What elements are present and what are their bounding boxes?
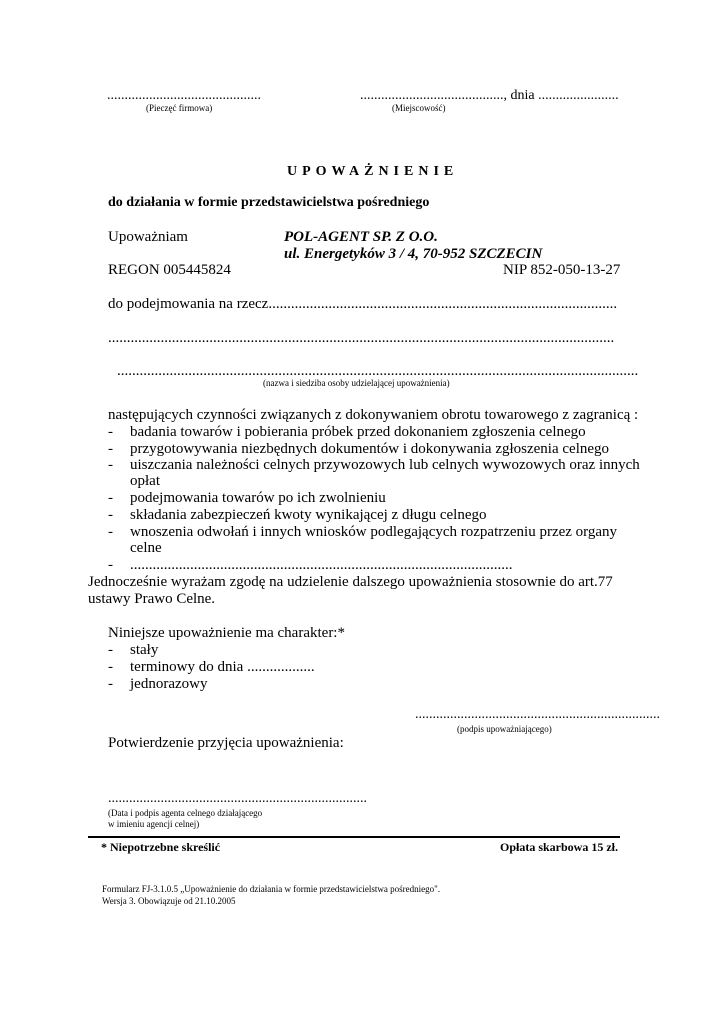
list-bullet: - xyxy=(108,490,113,506)
activity-item: wnoszenia odwołań i innych wniosków podlegających rozpatrzeniu przez organy xyxy=(130,524,618,540)
on-behalf-line: do podejmowania na rzecz............................................................................................. xyxy=(108,296,618,312)
activity-item: składania zabezpieczeń kwoty wynikającej z długu celnego xyxy=(130,507,487,523)
list-bullet: - xyxy=(108,524,113,540)
document-title: UPOWAŻNIENIE xyxy=(287,164,459,179)
company-address: ul. Energetyków 3 / 4, 70-952 SZCZECIN xyxy=(284,246,543,262)
signature-line: ...................................................................... xyxy=(415,707,660,722)
principal-caption: (nazwa i siedziba osoby udzielającej upoważnienia) xyxy=(263,378,450,388)
form-info-2: Wersja 3. Obowiązuje od 21.10.2005 xyxy=(102,896,236,906)
character-option-single: jednorazowy xyxy=(130,676,208,692)
consent-line-1: Jednocześnie wyrażam zgodę na udzielenie dalszego upoważnienia stosownie do art.77 xyxy=(88,574,613,590)
stamp-caption: (Pieczęć firmowa) xyxy=(146,103,213,113)
confirmation-label: Potwierdzenie przyjęcia upoważnienia: xyxy=(108,735,344,751)
list-bullet: - xyxy=(108,659,113,675)
character-label: Niniejsze upoważnienie ma charakter:* xyxy=(108,625,345,641)
agent-caption-2: w imieniu agencji celnej) xyxy=(108,819,200,829)
activity-item: podejmowania towarów po ich zwolnieniu xyxy=(130,490,386,506)
list-bullet: - xyxy=(108,424,113,440)
document-subtitle: do działania w formie przedstawicielstwa pośredniego xyxy=(108,195,430,210)
list-bullet: - xyxy=(108,676,113,692)
regon-number: REGON 005445824 xyxy=(108,262,231,278)
form-info-1: Formularz FJ-3.1.0.5 „Upoważnienie do działania w formie przedstawicielstwa pośredniego". xyxy=(102,884,441,894)
activity-item: badania towarów i pobierania próbek przed dokonaniem zgłoszenia celnego xyxy=(130,424,586,440)
agent-signature-line: .......................................................................... xyxy=(108,791,367,806)
activity-item-continued: opłat xyxy=(130,473,160,489)
list-bullet: - xyxy=(108,507,113,523)
place-caption: (Miejscowość) xyxy=(392,103,446,113)
signature-caption: (podpis upoważniającego) xyxy=(457,724,552,734)
list-bullet: - xyxy=(108,457,113,473)
activity-item-blank: ...................................................................................................... xyxy=(130,557,513,573)
character-option-fixed-term: terminowy do dnia .................. xyxy=(130,659,315,675)
activities-intro: następujących czynności związanych z dokonywaniem obrotu towarowego z zagranicą : xyxy=(108,407,639,423)
consent-line-2: ustawy Prawo Celne. xyxy=(88,591,216,607)
authorize-label: Upoważniam xyxy=(108,229,188,245)
list-bullet: - xyxy=(108,441,113,457)
list-bullet: - xyxy=(108,557,113,573)
company-name: POL-AGENT SP. Z O.O. xyxy=(284,229,438,245)
nip-number: NIP 852-050-13-27 xyxy=(503,262,621,278)
character-option-permanent: stały xyxy=(130,642,159,658)
activity-item-continued: celne xyxy=(130,540,162,556)
stamp-line: ............................................ xyxy=(107,88,261,103)
on-behalf-line-3: ........................................................................................................................................... xyxy=(117,363,639,379)
footer-divider xyxy=(88,836,620,838)
activity-item: przygotowywania niezbędnych dokumentów i dokonywania zgłoszenia celnego xyxy=(130,441,610,457)
strike-note: * Niepotrzebne skreślić xyxy=(101,840,221,854)
on-behalf-line-2: ....................................................................................................................................... xyxy=(108,330,615,346)
place-date-line: ........................................., dnia ....................... xyxy=(360,88,619,103)
agent-caption-1: (Data i podpis agenta celnego działającego xyxy=(108,808,263,818)
activity-item: uiszczania należności celnych przywozowych lub celnych wywozowych oraz innych xyxy=(130,457,640,473)
stamp-fee: Opłata skarbowa 15 zł. xyxy=(500,840,619,854)
list-bullet: - xyxy=(108,642,113,658)
